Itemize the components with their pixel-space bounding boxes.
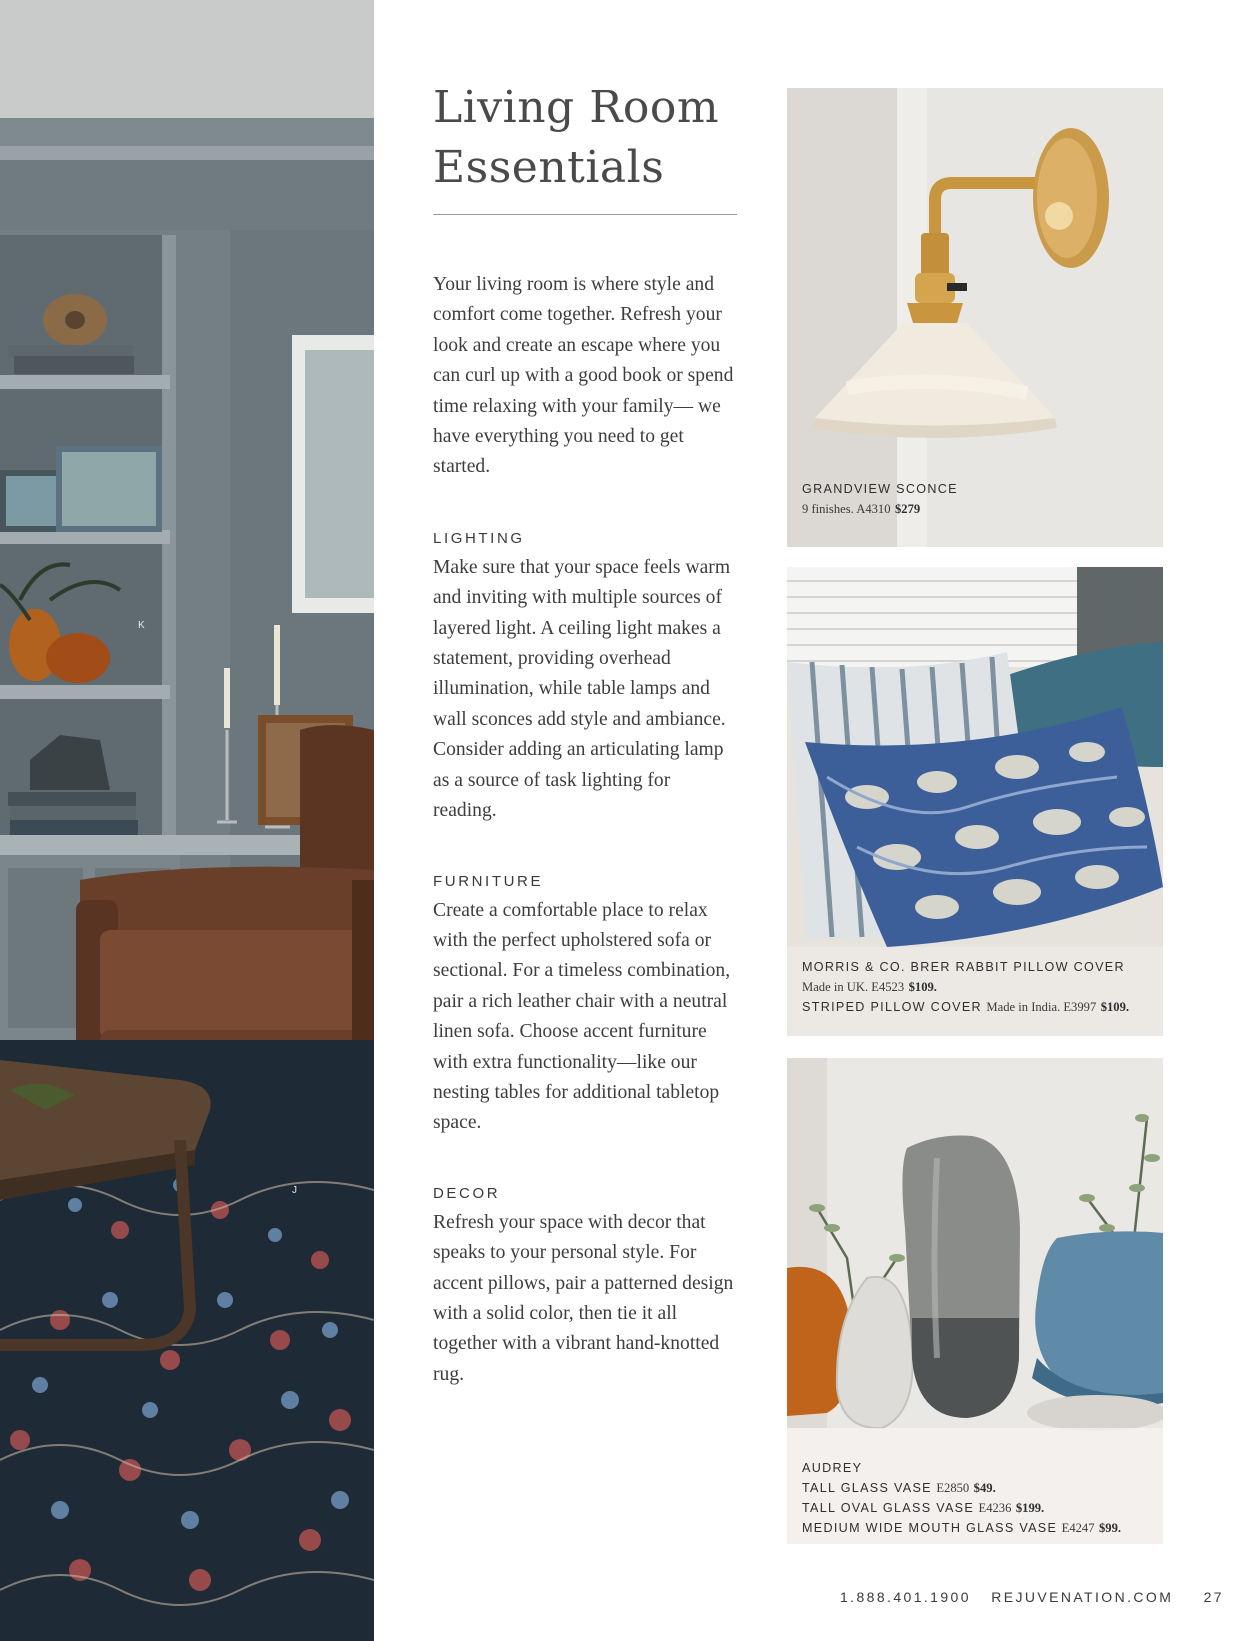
striped-pillow-name: STRIPED PILLOW COVER (802, 1000, 982, 1014)
tall-vase-detail: E2850 (936, 1481, 970, 1495)
sconce-photo (787, 88, 1163, 547)
vase-collection-name: AUDREY (802, 1461, 863, 1475)
furniture-heading: FURNITURE (433, 872, 544, 890)
pillow-product-detail: Made in UK. E4523 (802, 980, 905, 994)
decor-heading: DECOR (433, 1184, 501, 1202)
product-card-sconce[interactable] (787, 88, 1163, 547)
title-divider (433, 214, 737, 215)
wide-mouth-vase-name: MEDIUM WIDE MOUTH GLASS VASE (802, 1521, 1058, 1535)
tall-oval-vase-price: $199. (1015, 1501, 1045, 1515)
product-card-pillows[interactable] (787, 567, 1163, 1036)
page-title (433, 78, 738, 198)
decor-paragraph: Refresh your space with decor that speaks to your personal style. For accent pillows, pair a patterned design with a solid color, then tie it all together with a vibrant hand-knotted rug. (433, 1211, 734, 1385)
pillow-product-price: $109. (908, 980, 937, 994)
product-card-vases[interactable] (787, 1058, 1163, 1544)
vase-caption (802, 1459, 1121, 1538)
website-link[interactable]: REJUVENATION.COM (991, 1589, 1174, 1605)
article-copy (433, 78, 738, 1390)
phone-number[interactable]: 1.888.401.1900 (840, 1589, 971, 1605)
intro-paragraph: Your living room is where style and comfort come together. Refresh your look and create an escape where you can curl up with a good book or spend time relaxing with your family— we have everything you need to get started. (433, 274, 734, 478)
photo-callout-j: J (292, 1185, 297, 1196)
page-footer (840, 1589, 1238, 1605)
striped-pillow-detail: Made in India. E3997 (986, 1000, 1097, 1014)
tall-vase-price: $49. (973, 1481, 996, 1495)
tall-oval-vase-name: TALL OVAL GLASS VASE (802, 1501, 975, 1515)
sconce-caption (802, 480, 958, 519)
pillow-caption (802, 958, 1129, 1017)
product-price: $279 (894, 502, 921, 516)
page-title-line-1: Living Room (433, 82, 720, 133)
photo-callout-k: K (138, 620, 145, 631)
striped-pillow-price: $109. (1100, 1000, 1130, 1014)
wide-mouth-vase-detail: E4247 (1061, 1521, 1095, 1535)
wide-mouth-vase-price: $99. (1098, 1521, 1122, 1535)
lighting-paragraph: Make sure that your space feels warm and inviting with multiple sources of layered light. A ceiling light makes a statement, providing overhead illumination, while table lamps and wall sconces add style and ambiance. Consider adding an articulating lamp as a source of task lighting for reading. (433, 556, 731, 822)
tall-oval-vase-detail: E4236 (978, 1501, 1012, 1515)
product-detail: 9 finishes. A4310 (802, 502, 891, 516)
lighting-heading: LIGHTING (433, 529, 525, 547)
living-room-photo (0, 0, 374, 1641)
furniture-paragraph: Create a comfortable place to relax with the perfect upholstered sofa or sectional. For a timeless combination, pair a rich leather chair with a neutral linen sofa. Choose accent furniture with extra functionality—like our nesting tables for additional tabletop space. (433, 899, 731, 1134)
pillow-product-name: MORRIS & CO. BRER RABBIT PILLOW COVER (802, 960, 1125, 974)
page-number: 27 (1203, 1589, 1224, 1605)
tall-vase-name: TALL GLASS VASE (802, 1481, 932, 1495)
product-name: GRANDVIEW SCONCE (802, 482, 958, 496)
page-title-line-2: Essentials (433, 142, 665, 193)
